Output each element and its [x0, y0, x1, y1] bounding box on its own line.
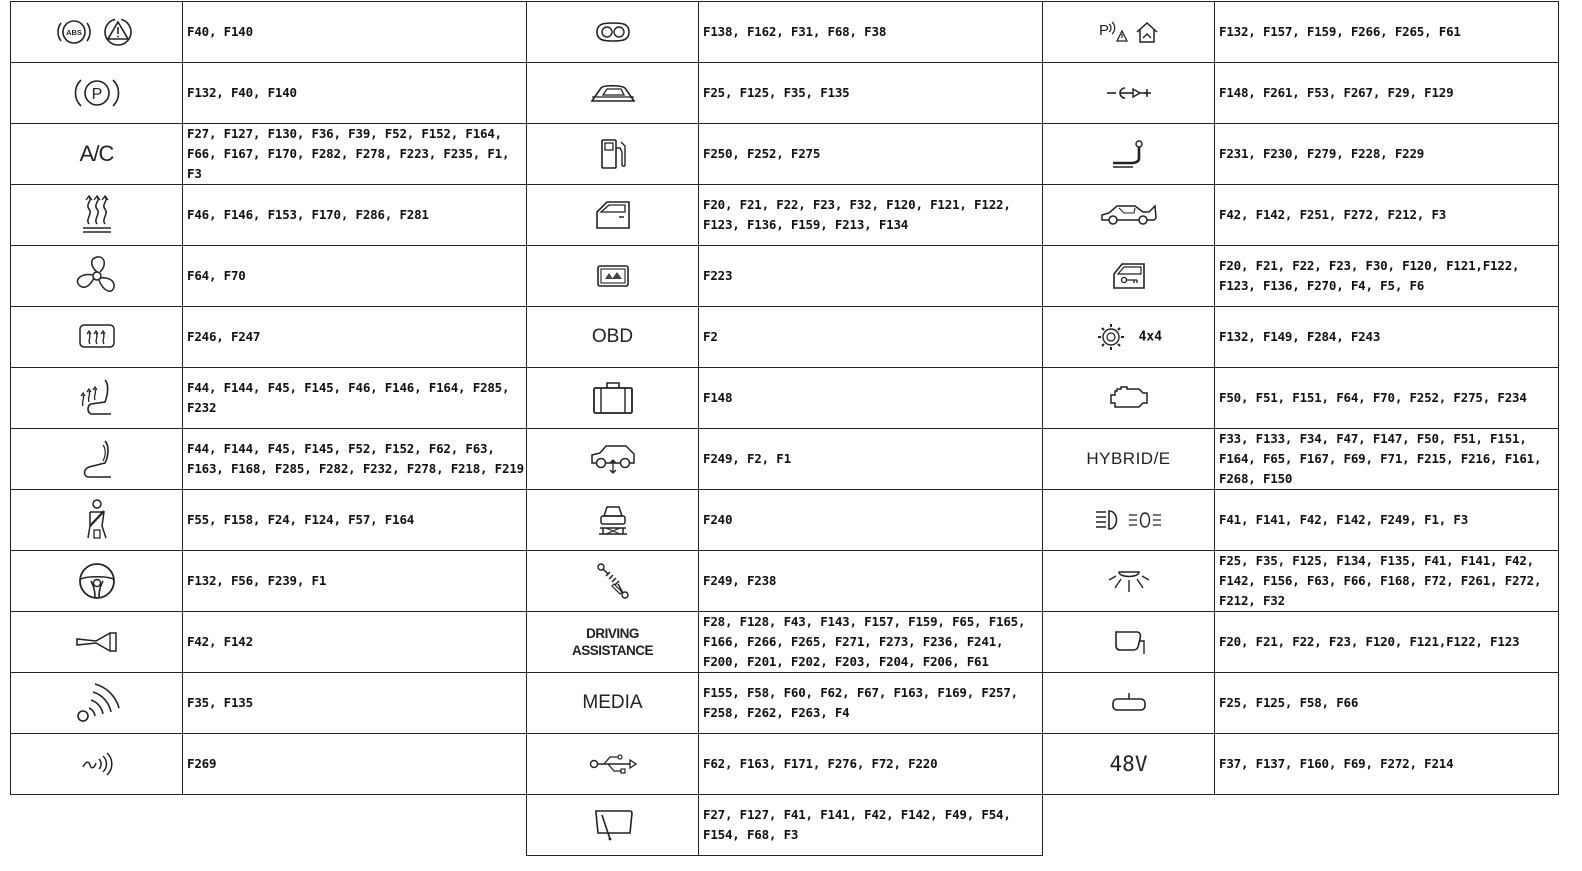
- icon-cell: [1043, 734, 1215, 795]
- fuel-pump-icon: [598, 136, 628, 172]
- nfc-icon: [80, 751, 114, 777]
- door-window-icon: [593, 198, 633, 232]
- fuse-list: F132, F149, F284, F243: [1215, 307, 1559, 368]
- icon-cell: [1043, 2, 1215, 63]
- obd-icon: OBD: [591, 326, 634, 347]
- table-row: [11, 490, 527, 551]
- fuse-table-column-1: [10, 1, 527, 795]
- gear-4x4-icon: [1095, 321, 1129, 353]
- icon-cell: [11, 429, 183, 490]
- steering-wheel-icon: [77, 561, 117, 601]
- fuse-list: F41, F141, F42, F142, F249, F1, F3: [1215, 490, 1559, 551]
- 48v-icon: 48V: [1109, 752, 1148, 776]
- icon-cell: [527, 673, 699, 734]
- icon-cell: [1043, 551, 1215, 612]
- parking-brake-icon: [72, 74, 122, 112]
- table-row: [1043, 429, 1559, 490]
- seat-icon: [77, 437, 117, 481]
- hybrid-icon: HYBRID/E: [1086, 449, 1171, 468]
- table-row: [1043, 2, 1559, 63]
- table-row: [11, 246, 527, 307]
- icon-cell: [527, 124, 699, 185]
- table-row: [1043, 734, 1559, 795]
- fuse-list: F28, F128, F43, F143, F157, F159, F65, F165, F166, F266, F265, F271, F273, F236, F241, F200, F201, F202, F203, F204, F206, F61: [699, 612, 1043, 673]
- hood-release-icon: [1109, 138, 1149, 170]
- table-row: [1043, 63, 1559, 124]
- fuse-list: F33, F133, F34, F47, F147, F50, F51, F151, F164, F65, F167, F69, F71, F215, F216, F161, F268, F150: [1215, 429, 1559, 490]
- icon-cell: [11, 673, 183, 734]
- table-row: [11, 612, 527, 673]
- icon-cell: [527, 63, 699, 124]
- interior-light-icon: [1107, 566, 1151, 596]
- table-row: [527, 185, 1043, 246]
- fuse-list: F37, F137, F160, F69, F272, F214: [1215, 734, 1559, 795]
- fuse-list: F25, F125, F35, F135: [699, 63, 1043, 124]
- table-row: [1043, 673, 1559, 734]
- icon-cell: [11, 246, 183, 307]
- heated-seat-icon: [75, 376, 119, 420]
- table-row: [527, 124, 1043, 185]
- table-row: [11, 124, 527, 185]
- svg-text:ABS: ABS: [65, 28, 82, 37]
- table-row: [1043, 612, 1559, 673]
- fuse-list: F148, F261, F53, F267, F29, F129: [1215, 63, 1559, 124]
- table-row: [11, 673, 527, 734]
- fuse-list: F25, F125, F58, F66: [1215, 673, 1559, 734]
- table-row: [11, 2, 527, 63]
- table-row: [527, 246, 1043, 307]
- fuse-list: F42, F142: [183, 612, 527, 673]
- fuse-list: F240: [699, 490, 1043, 551]
- table-row: [527, 429, 1043, 490]
- fuse-list: F2: [699, 307, 1043, 368]
- table-row: [11, 307, 527, 368]
- icon-cell: [11, 551, 183, 612]
- heater-icon: [80, 194, 114, 236]
- icon-cell: [1043, 307, 1215, 368]
- table-row: [1043, 246, 1559, 307]
- icon-cell: [11, 307, 183, 368]
- icon-cell: [11, 612, 183, 673]
- headlight-icon: [1093, 507, 1165, 533]
- table-row: [527, 2, 1043, 63]
- icon-cell: [1043, 490, 1215, 551]
- driving-assistance-icon: [572, 625, 653, 659]
- assistance-label: ASSISTANCE: [571, 643, 653, 658]
- table-row: [527, 551, 1043, 612]
- driving-label: DRIVING: [586, 626, 639, 641]
- table-row: [1043, 185, 1559, 246]
- usb-icon: [588, 752, 638, 776]
- table-row: [1043, 368, 1559, 429]
- fuse-list: F62, F163, F171, F276, F72, F220: [699, 734, 1043, 795]
- table-row: [527, 612, 1043, 673]
- seatbelt-icon: [82, 498, 112, 542]
- suv-suspension-icon: [588, 443, 638, 475]
- fuse-list: F42, F142, F251, F272, F212, F3: [1215, 185, 1559, 246]
- icon-cell: [11, 63, 183, 124]
- svg-text:P: P: [1098, 22, 1109, 39]
- icon-cell: [527, 368, 699, 429]
- table-row: [11, 368, 527, 429]
- table-row: [527, 63, 1043, 124]
- instrument-cluster-icon: [593, 20, 633, 44]
- fuse-list: F35, F135: [183, 673, 527, 734]
- table-row: [527, 307, 1043, 368]
- icon-cell: [11, 368, 183, 429]
- fuse-list: F44, F144, F45, F145, F46, F146, F164, F285, F232: [183, 368, 527, 429]
- table-row: [527, 673, 1043, 734]
- fuse-list: F25, F35, F125, F134, F135, F41, F141, F42, F142, F156, F63, F66, F168, F72, F261, F272, F212, F32: [1215, 551, 1559, 612]
- table-row: [1043, 124, 1559, 185]
- fuse-table-column-2: [526, 1, 1043, 856]
- table-row: [11, 185, 527, 246]
- icon-cell: [1043, 246, 1215, 307]
- check-engine-icon: [1107, 383, 1151, 413]
- fuse-list: F27, F127, F130, F36, F39, F52, F152, F164, F66, F167, F170, F282, F278, F223, F235, F1, F3: [183, 124, 527, 185]
- table-row: [527, 795, 1043, 856]
- shock-absorber-icon: [594, 560, 632, 602]
- icon-cell: [1043, 612, 1215, 673]
- icon-cell: [527, 490, 699, 551]
- fuse-list: F148: [699, 368, 1043, 429]
- media-icon: MEDIA: [582, 692, 643, 713]
- car-lift-icon: [596, 502, 630, 538]
- fuse-list: F20, F21, F22, F23, F120, F121,F122, F123: [1215, 612, 1559, 673]
- fuse-list: F40, F140: [183, 2, 527, 63]
- icon-cell: [11, 2, 183, 63]
- wireless-signal-icon: [73, 680, 121, 726]
- fuse-list: F132, F40, F140: [183, 63, 527, 124]
- icon-cell: [1043, 124, 1215, 185]
- icon-cell: [527, 429, 699, 490]
- wiper-icon: [592, 807, 634, 843]
- fuse-list: F46, F146, F153, F170, F286, F281: [183, 185, 527, 246]
- fuse-list: F155, F58, F60, F62, F67, F163, F169, F257, F258, F262, F263, F4: [699, 673, 1043, 734]
- fuse-list: F20, F21, F22, F23, F30, F120, F121,F122, F123, F136, F270, F4, F5, F6: [1215, 246, 1559, 307]
- table-row: [11, 429, 527, 490]
- fuse-list: F223: [699, 246, 1043, 307]
- table-row: [11, 63, 527, 124]
- fuse-table-column-3: [1042, 1, 1559, 795]
- icon-cell: [527, 551, 699, 612]
- briefcase-icon: [591, 380, 635, 416]
- fuse-list: F249, F2, F1: [699, 429, 1043, 490]
- icon-cell: [527, 307, 699, 368]
- icon-cell: [527, 795, 699, 856]
- fuse-list: F132, F56, F239, F1: [183, 551, 527, 612]
- icon-cell: [1043, 185, 1215, 246]
- table-row: [527, 734, 1043, 795]
- ac-icon: A/C: [79, 141, 114, 166]
- icon-cell: [1043, 429, 1215, 490]
- icon-cell: [527, 246, 699, 307]
- icon-cell: [527, 734, 699, 795]
- icon-cell: [1043, 63, 1215, 124]
- side-mirror-icon: [1111, 627, 1147, 657]
- fuse-list: F269: [183, 734, 527, 795]
- abs-warning-icon: [54, 15, 140, 49]
- rearview-mirror-icon: [1109, 691, 1149, 715]
- fuse-list: F64, F70: [183, 246, 527, 307]
- sunroof-icon: [589, 81, 637, 105]
- svg-text:P: P: [91, 86, 102, 103]
- icon-cell: [527, 612, 699, 673]
- table-row: [1043, 551, 1559, 612]
- fuse-list: F231, F230, F279, F228, F229: [1215, 124, 1559, 185]
- icon-cell: [11, 734, 183, 795]
- icon-cell: [11, 124, 183, 185]
- table-row: [11, 734, 527, 795]
- fuse-list: F55, F158, F24, F124, F57, F164: [183, 490, 527, 551]
- display-screen-icon: [595, 263, 631, 289]
- table-row: [527, 490, 1043, 551]
- table-row: [1043, 490, 1559, 551]
- icon-cell: [1043, 673, 1215, 734]
- icon-cell: [527, 185, 699, 246]
- icon-cell: [11, 490, 183, 551]
- icon-cell: [11, 185, 183, 246]
- fuse-list: F27, F127, F41, F141, F42, F142, F49, F54, F154, F68, F3: [699, 795, 1043, 856]
- trunk-icon: [1099, 200, 1159, 230]
- icon-cell: [1043, 368, 1215, 429]
- parking-assist-icon: [1097, 18, 1161, 46]
- table-row: [527, 368, 1043, 429]
- horn-icon: [74, 629, 120, 655]
- fuse-list: F246, F247: [183, 307, 527, 368]
- table-row: [1043, 307, 1559, 368]
- fuse-list: F132, F157, F159, F266, F265, F61: [1215, 2, 1559, 63]
- 4x4-label: 4x4: [1138, 329, 1163, 345]
- icon-cell: [527, 2, 699, 63]
- fuse-list: F20, F21, F22, F23, F32, F120, F121, F122, F123, F136, F159, F213, F134: [699, 185, 1043, 246]
- fuse-list: F138, F162, F31, F68, F38: [699, 2, 1043, 63]
- fuse-list: F249, F238: [699, 551, 1043, 612]
- rear-defrost-icon: [77, 322, 117, 352]
- door-lock-icon: [1110, 260, 1148, 292]
- fuse-list: F44, F144, F45, F145, F52, F152, F62, F63, F163, F168, F285, F282, F232, F278, F218, F219: [183, 429, 527, 490]
- fuse-list: F250, F252, F275: [699, 124, 1043, 185]
- fan-icon: [73, 253, 121, 299]
- fuse-list: F50, F51, F151, F64, F70, F252, F275, F234: [1215, 368, 1559, 429]
- table-row: [11, 551, 527, 612]
- trailer-hitch-icon: [1103, 83, 1155, 103]
